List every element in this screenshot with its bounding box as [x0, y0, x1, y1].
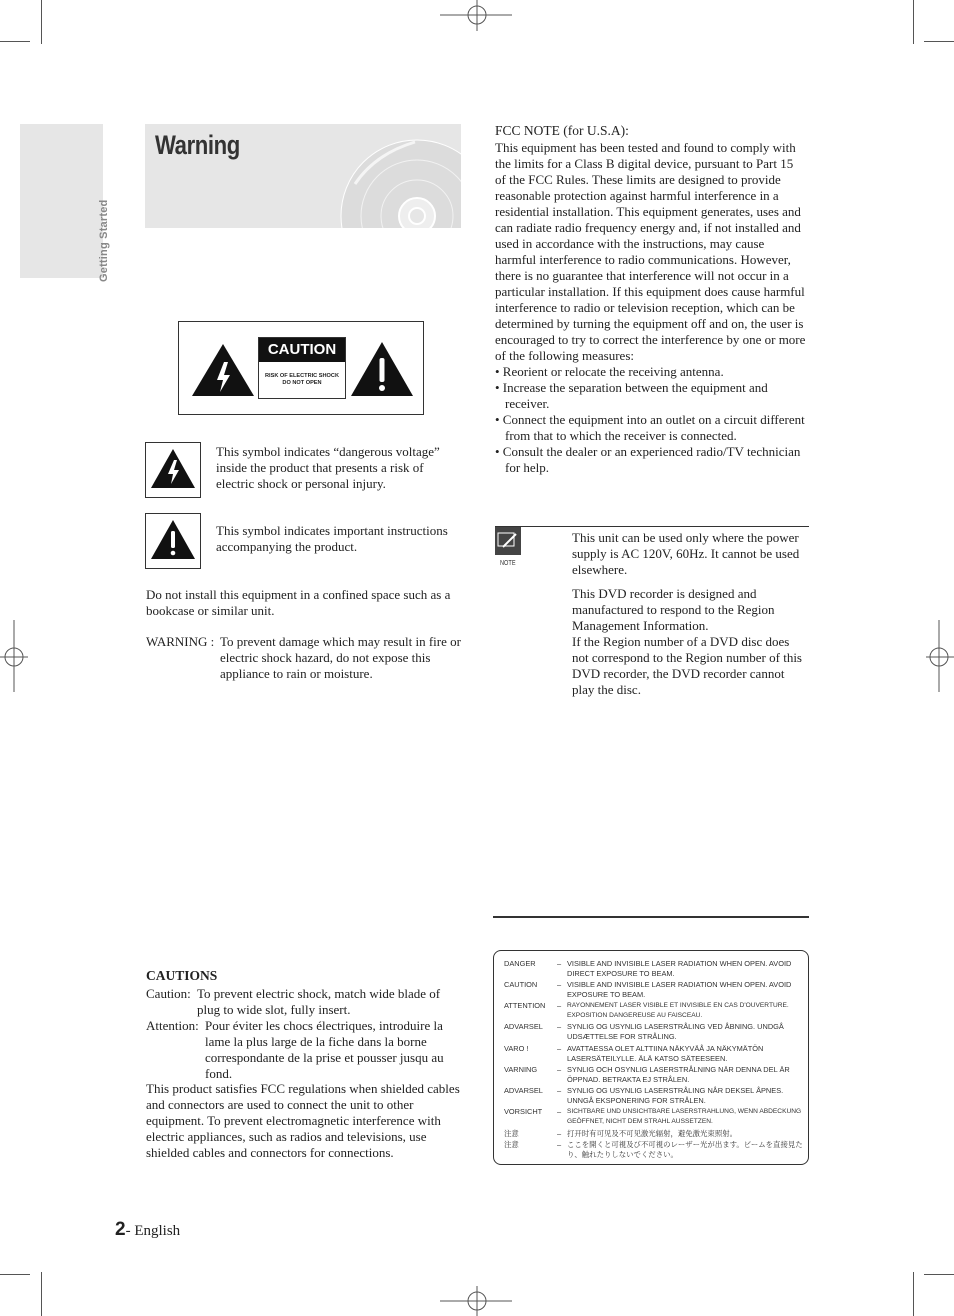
caution-en-body: To prevent electric shock, match wide blade of plug to wide slot, fully insert. — [197, 986, 441, 1017]
pencil-icon — [495, 527, 521, 555]
note-para-3: If the Region number of a DVD disc does not correspond to the Region number of this DVD recorder, the DVD recorder cannot play the disc. — [572, 634, 802, 697]
note-top-rule — [495, 526, 809, 527]
note-para-1: This unit can be used only where the power supply is AC 120V, 60Hz. It cannot be used elsewhere. — [572, 530, 800, 577]
note-text — [572, 530, 808, 698]
note-label: NOTE — [500, 560, 516, 567]
warning-label: WARNING : — [146, 634, 215, 649]
fcc-bullet: • Reorient or relocate the receiving antenna. — [495, 364, 724, 379]
symbol2-description: This symbol indicates important instructions accompanying the product. — [216, 523, 448, 554]
title-banner — [145, 124, 461, 228]
registration-mark-right — [924, 620, 954, 694]
fcc-bullet: • Increase the separation between the equipment and receiver. — [495, 380, 768, 411]
fcc-body — [495, 140, 807, 476]
crop-mark — [913, 0, 914, 44]
attention-label: Attention: — [146, 1018, 199, 1033]
laser-warning-label: DANGER – VISIBLE AND INVISIBLE LASER RADIATION WHEN OPEN. AVOID DIRECT EXPOSURE TO BEAM. CAUTION – VISIBLE AND INVISIBLE LASER RADIATION WHEN OPEN. AVOID EXPOSURE TO BEAM. ATTENTION – RAYONNEMENT LASER VISIBLE ET INVISIBLE EN CAS D'OUVERTURE. EXPOSITION DANGEREUSE AU FAISCEAU. ADVARSEL – SYNLIG OG USYNLIG LASERSTRÅLING VED ÅBNING. UNDGÅ UDSÆTTELSE FOR STRÅLING. VARO ! – AVATTAESSA OLET ALTTIINA NÄKYVÄÅ JA NÄKYMÄTÖN LASERSÄTEILYLLE. ÄLÄ KATSO SÄTEESEEN. VARNING – SYNLIG OCH OSYNLIG LASERSTRÅLNING NÄR DENNA DEL ÄR ÖPPNAD. BETRAKTA EJ STRÅLEN. ADVARSEL – SYNLIG OG USYNLIG LASERSTRÅLING NÅR DEKSEL ÅPNES. UNNGÅ EKSPONERING FOR STRÅLEN. VORSICHT – SICHTBARE UND UNSICHTBARE LASERSTRAHLUNG, WENN ABDECKUNG GEÖFFNET, NICHT DEM STRAHL AUSSETZEN. 注意 – 打开时有可见及不可见激光辐射，避免激光束照射。 注意 – ここを開くと可視及び不可視のレーザー光が出ます。ビームを直接見たり、触れたりしないでください。 — [493, 950, 809, 1165]
registration-mark-left — [0, 620, 30, 694]
lightning-warning-icon — [190, 342, 256, 398]
crop-mark — [924, 41, 954, 42]
caution-en-label: Caution: — [146, 986, 191, 1001]
fcc-cable-text: This product satisfies FCC regulations when shielded cables and connectors are used to connect the unit to other equipment. To prevent electromagnetic interference with electric appliances, such as radios and televisions, use shielded cables and connectors for connections. — [146, 1081, 460, 1160]
page-title: Warning — [155, 130, 240, 160]
lightning-icon — [146, 443, 200, 497]
fcc-bullet: • Consult the dealer or an experienced radio/TV technician for help. — [495, 444, 801, 475]
caution-heading: CAUTION — [259, 338, 345, 362]
confined-space-text: Do not install this equipment in a confined space such as a bookcase or similar unit. — [146, 587, 451, 618]
page-footer — [115, 1219, 180, 1241]
fcc-heading: FCC NOTE (for U.S.A): — [495, 123, 629, 138]
caution-plate — [258, 337, 346, 399]
caution-line-2: DO NOT OPEN — [282, 380, 322, 386]
note-icon — [495, 527, 521, 555]
crop-mark — [0, 41, 30, 42]
section-side-tab — [20, 124, 110, 282]
crop-mark — [924, 1274, 954, 1275]
disc-icon — [315, 124, 461, 228]
crop-mark — [913, 1272, 914, 1316]
note-bottom-rule — [493, 916, 809, 918]
crop-mark — [41, 0, 42, 44]
symbol1-description: This symbol indicates “dangerous voltage” inside the product that presents a risk of electric shock or personal injury. — [216, 444, 440, 491]
fcc-bullet: • Connect the equipment into an outlet on a circuit different from that to which the receiver is connected. — [495, 412, 805, 443]
attention-text: Pour éviter les chocs électriques, introduire la lame la plus large de la fiche dans la borne correspondante de la prise et pousser jusqu au fond. — [205, 1018, 444, 1081]
footer-language: - English — [125, 1223, 181, 1239]
crop-mark — [0, 1274, 30, 1275]
exclamation-symbol-box — [145, 513, 201, 569]
registration-mark-top — [440, 0, 514, 32]
cautions-heading: CAUTIONS — [146, 968, 218, 983]
registration-mark-bottom — [440, 1286, 514, 1316]
fcc-paragraph: This equipment has been tested and found to comply with the limits for a Class B digital device, pursuant to Part 15 of the FCC Rules. These limits are designed to provide reasonable protection against harmful interference in a residential installation. This equipment generates, uses and can radiate radio frequency energy and, if not installed and used in accordance with the instructions, may cause harmful interference to radio communications. However, there is no guarantee that interference will not occur in a particular installation. If this equipment does cause harmful interference to radio or television reception, which can be determined by turning the equipment off and on, the user is encouraged to try to correct the interference by one or more of the following measures: — [495, 140, 806, 363]
warning-text: To prevent damage which may result in fire or electric shock hazard, do not expose this appliance to rain or moisture. — [220, 634, 461, 681]
section-label: Getting Started — [98, 199, 110, 282]
caution-label — [178, 321, 424, 415]
page-number: 2 — [115, 1219, 126, 1240]
exclamation-icon — [146, 514, 200, 568]
caution-line-1: RISK OF ELECTRIC SHOCK — [265, 373, 339, 379]
lightning-symbol-box — [145, 442, 201, 498]
crop-mark — [41, 1272, 42, 1316]
note-para-2: This DVD recorder is designed and manufactured to respond to the Region Management Information. — [572, 586, 775, 633]
exclamation-warning-icon — [349, 340, 415, 398]
